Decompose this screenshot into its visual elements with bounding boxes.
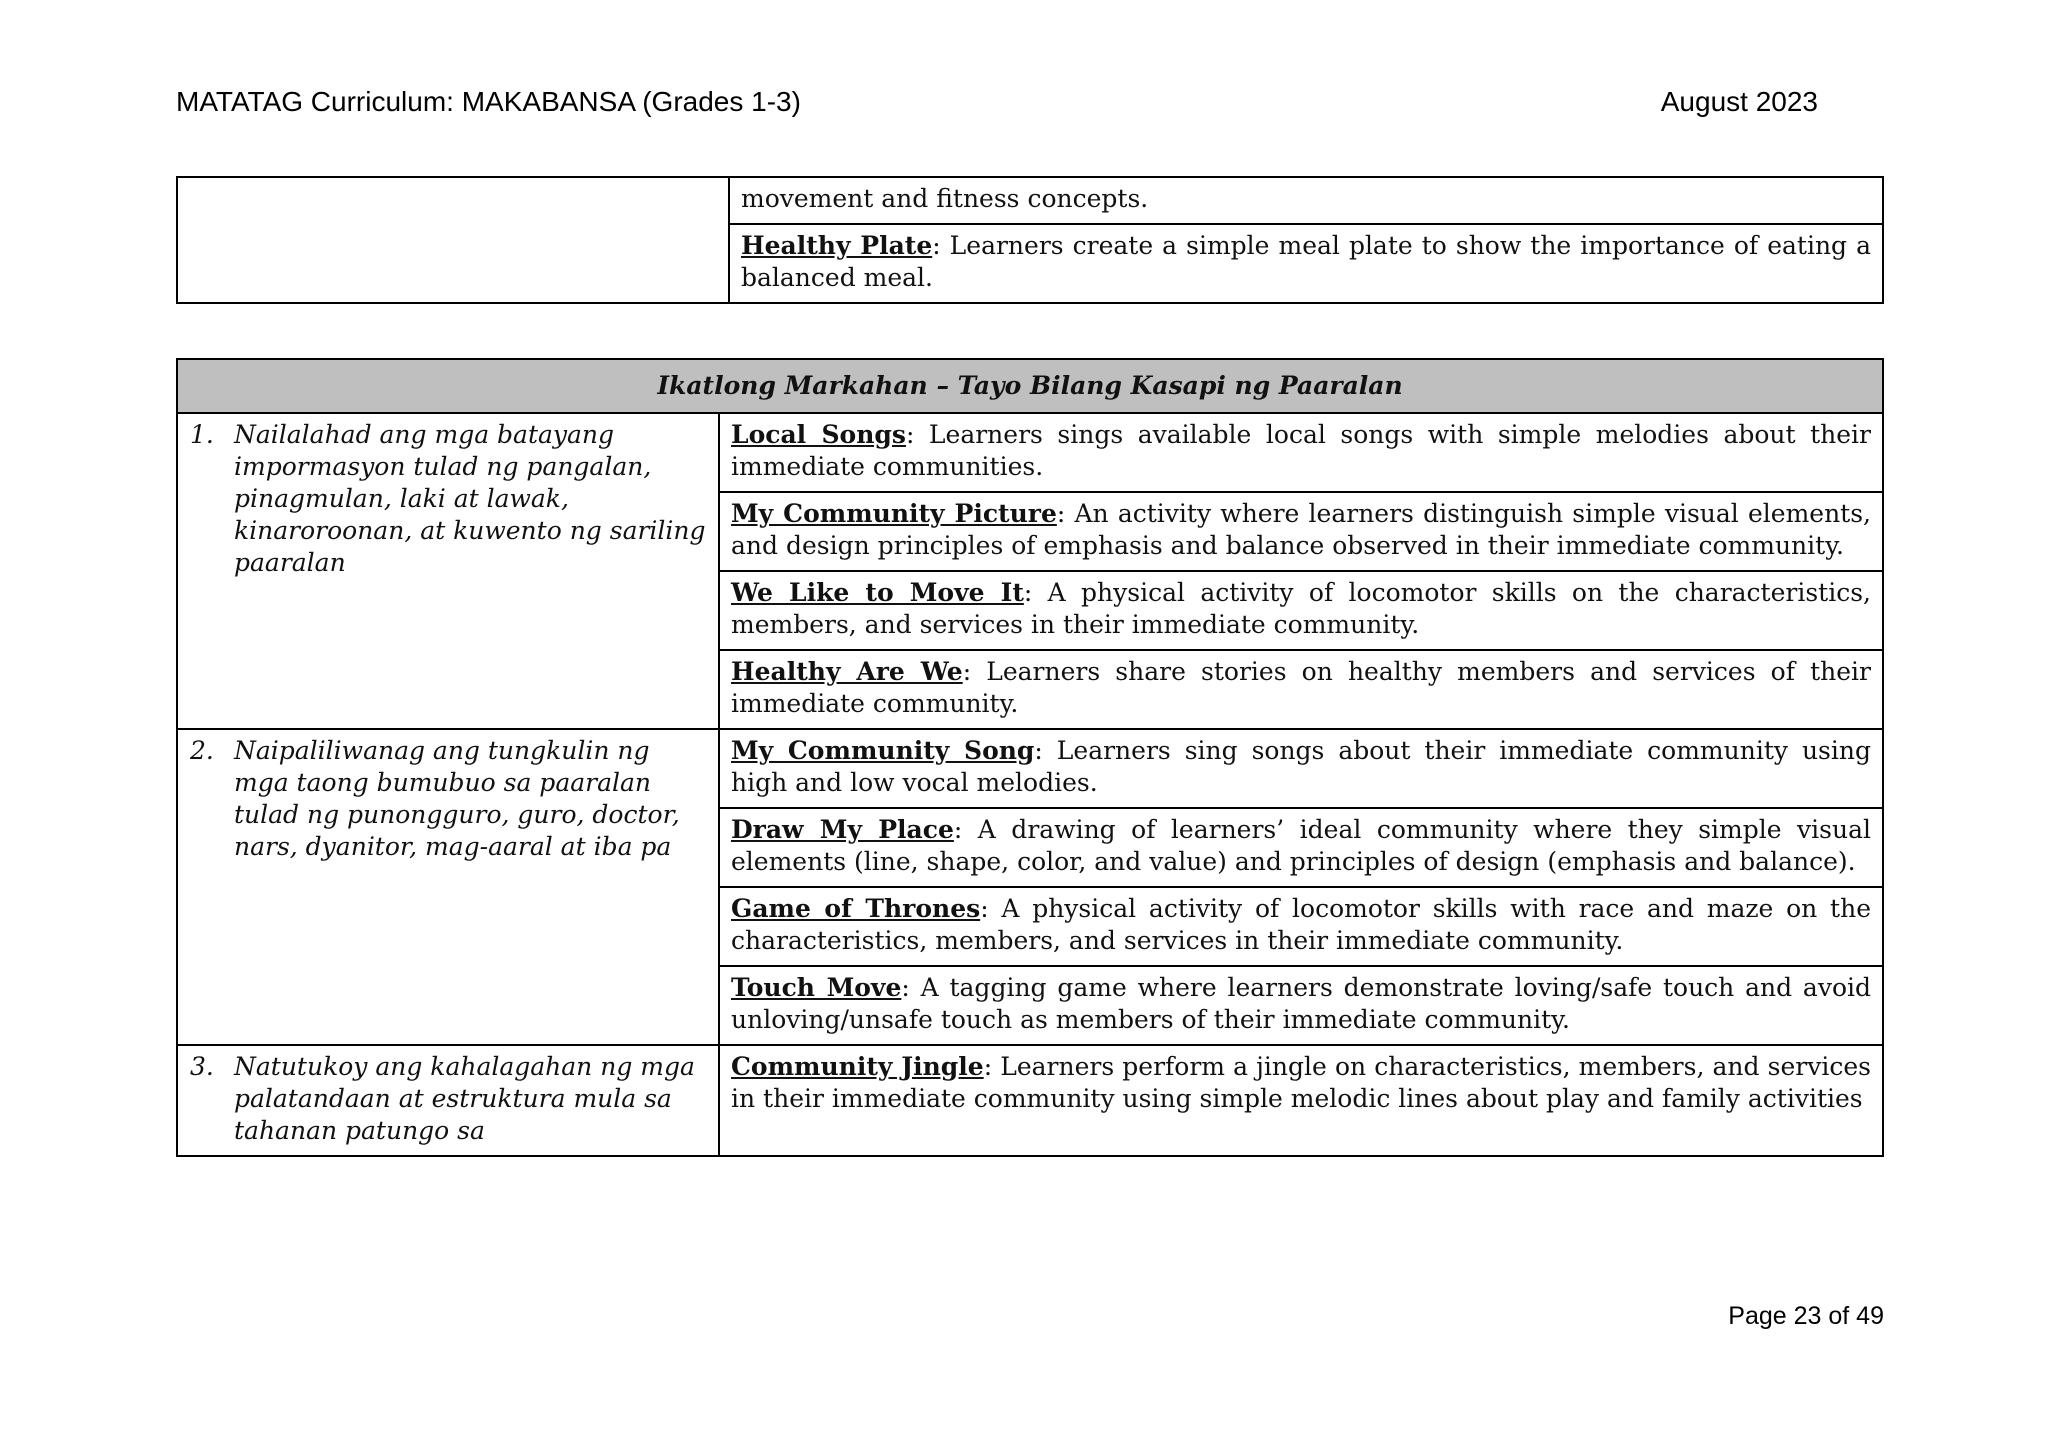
- activity-description: : Learners create a simple meal plate to show the importance of eating a balanced meal.: [741, 231, 1871, 292]
- activity-description: : A physical activity of locomotor skills with race and maze on the characteristics, members, and services in their immediate community.: [731, 894, 1871, 955]
- competency-number: 2.: [190, 736, 214, 765]
- activity-description: : Learners sings available local songs with simple melodies about their immediate communities.: [731, 420, 1872, 481]
- document-header-title: MATATAG Curriculum: MAKABANSA (Grades 1-3): [176, 86, 801, 117]
- competency-cell: [177, 413, 719, 729]
- activity-title: My Community Song: [731, 736, 1035, 765]
- activity-description: : Learners perform a jingle on characteristics, members, and services in their immediate community using simple melodic lines about play and family activities: [731, 1052, 1871, 1113]
- activity-cell: [719, 887, 1883, 966]
- competency-cell: [177, 729, 719, 1045]
- activity-description: : Learners sing songs about their immediate community using high and low vocal melodies.: [731, 736, 1871, 797]
- empty-competency-cell: [177, 177, 729, 303]
- activity-title: Draw My Place: [731, 815, 954, 844]
- competency-text: Nailalahad ang mga batayang impormasyon tulad ng pangalan, pinagmulan, laki at lawak, kinaroroonan, at kuwento ng sariling paaralan: [234, 420, 706, 577]
- activity-cell: [719, 413, 1883, 492]
- competency-text: Natutukoy ang kahalagahan ng mga palatandaan at estruktura mula sa tahanan patungo sa: [234, 1052, 695, 1145]
- table-row: [177, 177, 1883, 224]
- activity-title: Game of Thrones: [731, 894, 981, 923]
- activity-cell: [719, 1045, 1883, 1156]
- activity-description: : An activity where learners distinguish simple visual elements, and design principles of emphasis and balance observed in their immediate community.: [731, 499, 1871, 560]
- activity-title: Local Songs: [731, 420, 906, 449]
- activity-cell: [729, 224, 1883, 303]
- activity-description: : A drawing of learners’ ideal community where they simple visual elements (line, shape, color, and value) and principles of design (emphasis and balance).: [731, 815, 1871, 876]
- page-number: Page 23 of 49: [1728, 1302, 1884, 1330]
- table-row: [177, 729, 1883, 808]
- document-header-date: August 2023: [1660, 86, 1818, 117]
- activity-cell: [719, 650, 1883, 729]
- activity-title: We Like to Move It: [731, 578, 1024, 607]
- continued-activities-table: [176, 176, 1884, 304]
- activity-cell: [719, 966, 1883, 1045]
- competency-text: Naipaliliwanag ang tungkulin ng mga taong bumubuo sa paaralan tulad ng punongguro, guro, doctor, nars, dyanitor, mag-aaral at iba pa: [234, 736, 680, 861]
- competency-number: 1.: [190, 420, 214, 449]
- activity-description: : A physical activity of locomotor skills on the characteristics, members, and services in their immediate community.: [731, 578, 1871, 639]
- activity-description: : Learners share stories on healthy members and services of their immediate community.: [731, 657, 1871, 718]
- activity-cell: [729, 177, 1883, 224]
- activity-cell: [719, 492, 1883, 571]
- activity-description: movement and fitness concepts.: [741, 184, 1149, 213]
- activity-cell: [719, 729, 1883, 808]
- quarter-activities-table: [176, 358, 1884, 1157]
- activity-title: My Community Picture: [731, 499, 1057, 528]
- activity-title: Healthy Are We: [731, 657, 963, 686]
- activity-title: Community Jingle: [731, 1052, 984, 1081]
- section-title: Ikatlong Markahan – Tayo Bilang Kasapi ng Paaralan: [177, 359, 1883, 413]
- activity-description: : A tagging game where learners demonstrate loving/safe touch and avoid unloving/unsafe touch as members of their immediate community.: [731, 973, 1872, 1034]
- activity-title: Touch Move: [731, 973, 902, 1002]
- activity-title: Healthy Plate: [741, 231, 933, 260]
- competency-number: 3.: [190, 1052, 214, 1081]
- table-row: [177, 413, 1883, 492]
- section-header-row: [177, 359, 1883, 413]
- competency-cell: [177, 1045, 719, 1156]
- table-row: [177, 1045, 1883, 1156]
- activity-cell: [719, 808, 1883, 887]
- activity-cell: [719, 571, 1883, 650]
